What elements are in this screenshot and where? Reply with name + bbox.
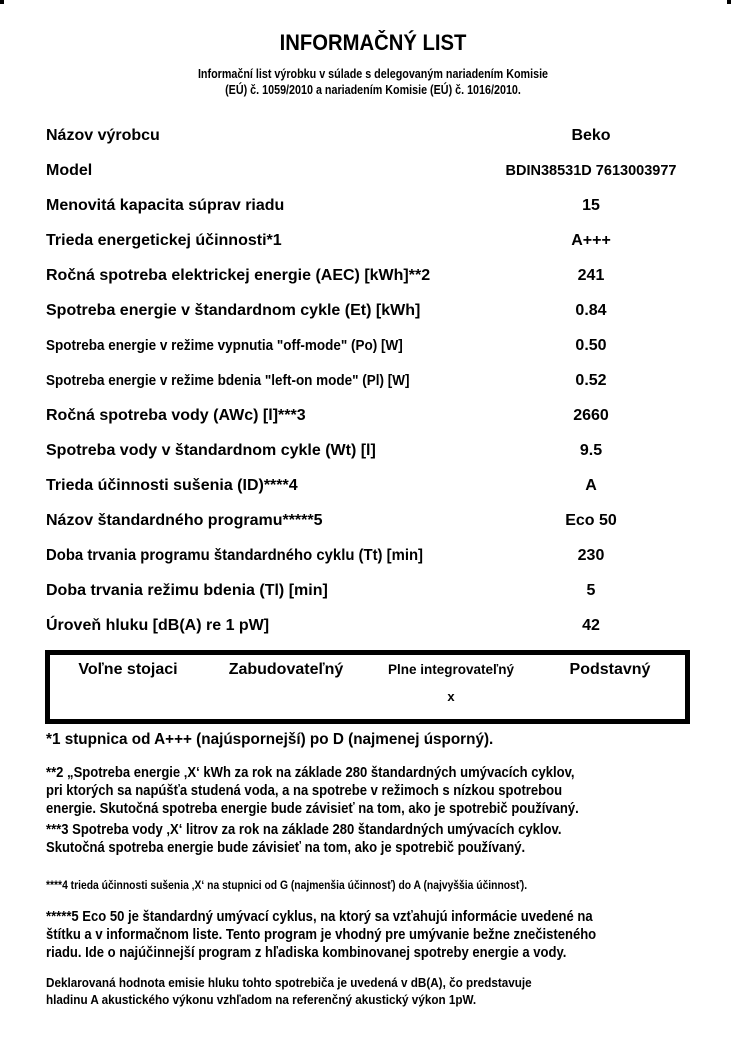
installation-option-built-in: Zabudovateľný (228, 661, 344, 678)
row-label: Trieda účinnosti sušenia (ID)****4 (46, 477, 298, 494)
installation-option-under-counter: Podstavný (569, 661, 651, 678)
row-label: Spotreba vody v štandardnom cykle (Wt) [l] (46, 442, 376, 459)
row-value: 15 (582, 197, 600, 214)
row-value: 42 (582, 617, 600, 634)
row-value: 230 (577, 547, 605, 564)
footnote-2-line: **2 „Spotreba energie ‚X‘ kWh za rok na základe 280 štandardných umývacích cyklov, (46, 765, 575, 781)
row-value: Beko (571, 127, 611, 144)
noise-note-line: Deklarovaná hodnota emisie hluku tohto spotrebiča je uvedená v dB(A), čo predstavuje (46, 975, 532, 990)
row-value: A (585, 477, 597, 494)
footnote-1: *1 stupnica od A+++ (najúspornejší) po D (najmenej úsporný). (46, 731, 494, 748)
footnote-2-line: energie. Skutočná spotreba energie bude závisieť na tom, ako je spotrebič používaný. (46, 801, 579, 817)
installation-option-freestanding: Voľne stojaci (78, 661, 178, 678)
row-label: Doba trvania programu štandardného cyklu (Tt) [min] (46, 547, 424, 564)
row-label: Trieda energetickej účinnosti*1 (46, 232, 282, 249)
subtitle-line: (EÚ) č. 1059/2010 a nariadením Komisie (EÚ) č. 1016/2010. (225, 83, 521, 97)
row-label: Menovitá kapacita súprav riadu (46, 197, 285, 214)
row-label: Spotreba energie v režime vypnutia "off-mode" (Po) [W] (46, 338, 403, 354)
row-label: Názov štandardného programu*****5 (46, 512, 323, 529)
row-value: 2660 (573, 407, 609, 424)
footnote-4: ****4 trieda účinnosti sušenia ‚X‘ na stupnici od G (najmenšia účinnosť) do A (najvyššia účinnosť). (46, 878, 528, 892)
row-label: Doba trvania režimu bdenia (Tl) [min] (46, 582, 328, 599)
footnote-5-line: štítku a v informačnom liste. Tento program je vhodný pre umývanie bežne znečisteného (46, 927, 597, 943)
row-value: BDIN38531D 7613003977 (505, 163, 677, 179)
row-label: Spotreba energie v režime bdenia "left-on mode" (Pl) [W] (46, 373, 410, 389)
page-title: INFORMAČNÝ LIST (279, 30, 467, 55)
footnote-3-line: Skutočná spotreba energie bude závisieť na tom, ako je spotrebič používaný. (46, 840, 526, 856)
installation-option-fully-integrated: Plne integrovateľný (388, 662, 514, 677)
row-value: A+++ (571, 232, 611, 249)
row-label: Názov výrobcu (46, 127, 160, 144)
row-value: 0.84 (575, 302, 607, 319)
row-value: Eco 50 (565, 512, 617, 529)
footnote-3-line: ***3 Spotreba vody ‚X‘ litrov za rok na základe 280 štandardných umývacích cyklov. (46, 822, 562, 838)
row-label: Spotreba energie v štandardnom cykle (Et) [kWh] (46, 302, 421, 319)
row-value: 5 (586, 582, 596, 599)
subtitle-line: Informační list výrobku v súlade s delegovaným nariadením Komisie (197, 67, 549, 81)
scan-artifact-corner (727, 0, 731, 4)
row-value: 0.50 (575, 337, 607, 354)
footnote-5-line: riadu. Ide o najúčinnejší program z hľadiska kombinovanej spotreby energie a vody. (46, 945, 567, 961)
row-label: Úroveň hluku [dB(A) re 1 pW] (46, 617, 270, 634)
selected-mark: x (447, 689, 455, 704)
row-label: Ročná spotreba vody (AWc) [l]***3 (46, 407, 306, 424)
row-value: 9.5 (579, 442, 603, 459)
noise-note-line: hladinu A akustického výkonu vzhľadom na referenčný akustický výkon 1pW. (46, 992, 477, 1007)
footnote-5-line: *****5 Eco 50 je štandardný umývací cyklus, na ktorý sa vzťahujú informácie uvedené na (46, 909, 593, 925)
row-value: 241 (577, 267, 605, 284)
row-label: Model (46, 162, 93, 179)
footnote-2-line: pri ktorých sa napúšťa studená voda, a na spotrebe v režimoch s nízkou spotrebou (46, 783, 563, 799)
row-value: 0.52 (575, 372, 607, 389)
scan-artifact-corner (0, 0, 4, 4)
row-label: Ročná spotreba elektrickej energie (AEC) [kWh]**2 (46, 267, 431, 284)
